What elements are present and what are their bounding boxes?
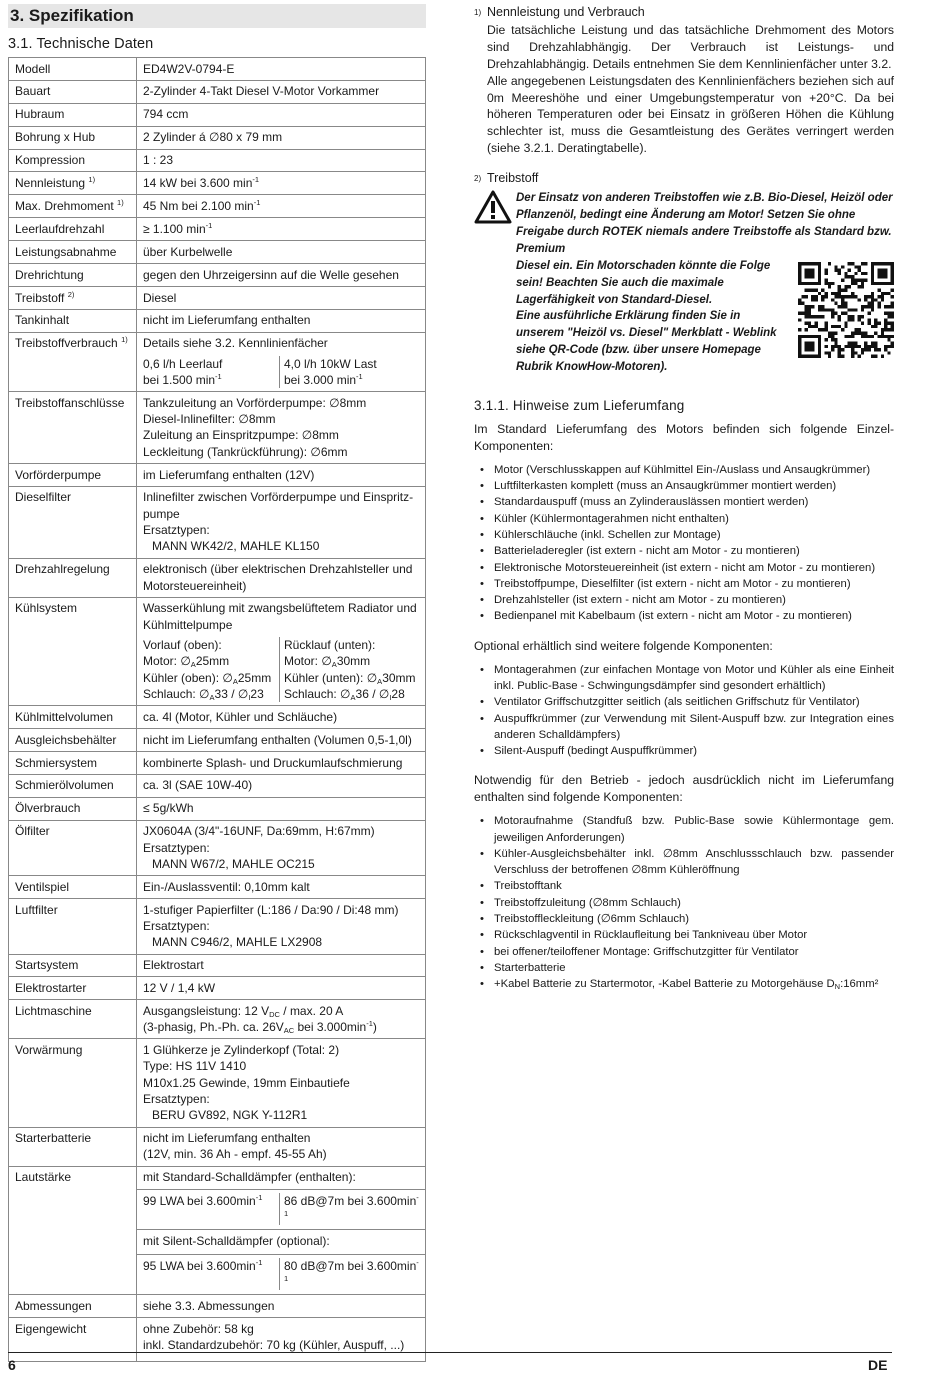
table-row: Tankinhalt nicht im Lieferumfang enthalten (9, 309, 426, 332)
optional-list (474, 662, 894, 760)
table-row: Kompression 1 : 23 (9, 149, 426, 172)
table-row: Drehrichtung gegen den Uhrzeigersinn auf die Welle gesehen (9, 264, 426, 287)
right-column: 1) Nennleistung und Verbrauch Die tatsächliche Leistung und das tatsächliche Drehmoment des Motors sind Drehzahlabhängig. Der Verbrauch ist Leistungs- und Drehzahlabhängig. Details entnehmen Sie dem Kennlinienfächer unter 3.2. Alle angegebenen Leistungsdaten des Kennlinienfächers beziehen sich auf 0m Meereshöhe und einer Umgebungstemperatur von +20°C. Da bei höheren Temperaturen oder bei Einsatz in größeren Höhen die Kühlung schlechter ist, muss die Gesamtleistung des Gerätes verringert werden (siehe 3.2.1. Deratingtabelle). 2) Treibstoff Der Einsatz von anderen Treibstoffen wie z.B. Bio-Diesel, Heizöl oder Pflanzenöl, bedingt eine Änderung am Motor! Setzen Sie ohne Freigabe durch ROTEK niemals andere Treibstoffe als Standard bzw. Premium Diesel ein. Ein Motorschaden könnte die Folge sein! Beachten Sie auch die maximale Lagerfähigkeit von Standard-Diesel. Eine ausführliche Erklärung finden Sie in unserem "Heizöl vs. Diesel" Merkblatt - Weblink siehe QR-Code (bzw. über unsere Homepage Rubrik KnowHow-Motoren). 3.1.1. Hinweise zum Lieferumfang Im Standard Lieferumfang des Motors befinden sich folgende Einzel-Komponenten: • Motor (Verschlusskappen auf Kühlmittel Ein-/Auslass und Ansaugkrümmer) • Luftfilterkasten komplett (muss an Ansaugkrümmer montiert werden) • Standardauspuff (muss an Zylinderauslässen montiert werden) • Kühler (Kühlermontagerahmen nicht enthalten) • Kühlerschläuche (inkl. Schellen zur Montage) • Batterieladeregler (ist extern - nicht am Motor - zu montieren) • Elektronische Motorsteuereinheit (ist extern - nicht am Motor - zu montieren) • Treibstoffpumpe, Dieselfilter (ist extern - nicht am Motor - zu montieren) • Drehzahlsteller (ist extern - nicht am Motor - zu montieren) • Bedienpanel mit Kabelbaum (ist extern - nicht am Motor - zu montieren) Optional erhältlich sind weitere folgende Komponenten: • Montagerahmen (zur einfachen Montage von Motor und Kühler als eine Einheit inkl. Public-Base - Schwingungsdämpfer sind gesondert erhältlich) • Ventilator Griffschutzgitter seitlich (als seitlichen Griffschutz für Ventilator) • Auspuffkrümmer (zur Verwendung mit Silent-Auspuff bzw. zur Integration eines anderen Schalldämpfers) • Silent-Auspuff (bedingt Auspuffkrümmer) Notwendig für den Betrieb - jedoch ausdrücklich nicht im Lieferumfang enthalten sind folgende Komponenten: • Motoraufnahme (Standfuß bzw. Public-Base sowie Kühlermontage gem. jeweiligen Anforderungen) • Kühler-Ausgleichsbehälter inkl. ∅8mm Anschlussschlauch bzw. passender Verschluss der betroffenen ∅8mm Kühleröffnung • Treibstofftank • Treibstoffzuleitung (∅8mm Schlauch) • Treibstoffleckleitung (∅6mm Schlauch) • Rückschlagventil in Rücklaufleitung bei Tankniveau über Motor • bei offener/teiloffener Montage: Griffschutzgitter für Ventilator • Starterbatterie • +Kabel Batterie zu Startermotor, -Kabel Batterie zu Motorgehäuse $D_N:16mm^2$ (474, 4, 894, 992)
list-item: • +Kabel Batterie zu Startermotor, -Kabel Batterie zu Motorgehäuse $D_N:16mm^2$ (474, 976, 894, 992)
list-item: • Auspuffkrümmer (zur Verwendung mit Silent-Auspuff bzw. zur Integration eines anderen Schalldämpfers) (474, 711, 894, 744)
table-row: Starterbatterie nicht im Lieferumfang enthalten (12V, min. 36 Ah - empf. 45-55 Ah) (9, 1127, 426, 1166)
subsection-heading: 3.1. Technische Daten (8, 36, 154, 52)
table-row: Treibstoff $^{2)}$ Diesel (9, 286, 426, 309)
table-row: Ventilspiel Ein-/Auslassventil: 0,10mm kalt (9, 876, 426, 899)
list-item: • Treibstoffpumpe, Dieselfilter (ist extern - nicht am Motor - zu montieren) (474, 576, 894, 592)
list-item: • Kühler-Ausgleichsbehälter inkl. ∅8mm Anschlussschlauch bzw. passender Verschluss der betroffenen ∅8mm Kühleröffnung (474, 846, 894, 879)
list-item: • Treibstofftank (474, 878, 894, 894)
table-row: Leerlaufdrehzahl ≥ 1.100 $\min^{-1}$ (9, 218, 426, 241)
footnote-1-title: Nennleistung und Verbrauch (487, 5, 645, 19)
list-item: • Motor (Verschlusskappen auf Kühlmittel Ein-/Auslass und Ansaugkrümmer) (474, 462, 894, 478)
table-row: Abmessungen siehe 3.3. Abmessungen (9, 1295, 426, 1318)
list-item: • Luftfilterkasten komplett (muss an Ansaugkrümmer montiert werden) (474, 478, 894, 494)
table-row: Ausgleichsbehälter nicht im Lieferumfang enthalten (Volumen 0,5-1,0l) (9, 729, 426, 752)
list-item: • Kühlerschläuche (inkl. Schellen zur Montage) (474, 527, 894, 543)
list-item: • Rückschlagventil in Rücklaufleitung bei Tankniveau über Motor (474, 927, 894, 943)
list-item: • Bedienpanel mit Kabelbaum (ist extern - nicht am Motor - zu montieren) (474, 608, 894, 624)
list-item: • Ventilator Griffschutzgitter seitlich (als seitlichen Griffschutz für Ventilator) (474, 694, 894, 710)
warning-box: Der Einsatz von anderen Treibstoffen wie z.B. Bio-Diesel, Heizöl oder Pflanzenöl, bedingt eine Änderung am Motor! Setzen Sie ohne Freigabe durch ROTEK niemals andere Treibstoffe als Standard bzw. Premium Diesel ein. Ein Motorschaden könnte die Folge sein! Beachten Sie auch die maximale Lagerfähigkeit von Standard-Diesel. Eine ausführliche Erklärung finden Sie in unserem "Heizöl vs. Diesel" Merkblatt - Weblink siehe QR-Code (bzw. über unsere Homepage Rubrik KnowHow-Motoren). (474, 190, 894, 376)
list-item: • Drehzahlsteller (ist extern - nicht am Motor - zu montieren) (474, 592, 894, 608)
table-row: Treibstoffanschlüsse Tankzuleitung an Vorförderpumpe: ∅8mm Diesel-Inlinefilter: ∅8mm Zuleitung an Einspritzpumpe: ∅8mm Leckleitung (Tankrückführung): ∅6mm (9, 392, 426, 464)
list-item: • Treibstoffzuleitung (∅8mm Schlauch) (474, 895, 894, 911)
table-row: Ölverbrauch ≤ 5g/kWh (9, 797, 426, 820)
table-row: Kühlsystem Wasserkühlung mit zwangsbelüftetem Radiator und Kühlmittelpumpe Vorlauf (oben): Motor: $\emptyset_A25mm$ Kühler (oben): $\emptyset_A25mm$ Schlauch: $\emptyset_A33$ / $\emptyset_I23$ Rücklauf (unten): Motor: $\emptyset_A30mm$ Kühler (unten): $\emptyset_A30mm$ Schlauch: $\emptyset_A36$ / $\emptyset_I28$ (9, 597, 426, 705)
left-column (8, 4, 426, 1362)
list-item: • Elektronische Motorsteuereinheit (ist extern - nicht am Motor - zu montieren) (474, 560, 894, 576)
table-row: Elektrostarter 12 V / 1,4 kW (9, 977, 426, 1000)
footnote-2-title: Treibstoff (487, 171, 539, 186)
table-row: Dieselfilter Inlinefilter zwischen Vorförderpumpe und Einspritz- pumpe Ersatztypen: MANN WK42/2, MAHLE KL150 (9, 486, 426, 558)
spec-table (8, 57, 426, 1362)
table-row: Drehzahlregelung elektronisch (über elektrischen Drehzahlsteller und Motorsteuereinheit) (9, 558, 426, 597)
footnote-1: 1) Nennleistung und Verbrauch Die tatsächliche Leistung und das tatsächliche Drehmoment des Motors sind Drehzahlabhängig. Der Verbrauch ist Leistungs- und Drehzahlabhängig. Details entnehmen Sie dem Kennlinienfächer unter 3.2. Alle angegebenen Leistungsdaten des Kennlinienfächers beziehen sich auf 0m Meereshöhe und einer Umgebungstemperatur von +20°C. Da bei höheren Temperaturen oder bei Einsatz in größeren Höhen die Kühlung schlechter ist, muss die Gesamtleistung des Gerätes verringert werden (siehe 3.2.1. Deratingtabelle). (474, 5, 894, 156)
table-row: Vorförderpumpe im Lieferumfang enthalten (12V) (9, 463, 426, 486)
table-row: Lichtmaschine Ausgangsleistung: 12 $V_{DC}$ / max. 20 A (3-phasig, Ph.-Ph. ca. $26V_{AC}$ bei $3.000\min^{-1}$) (9, 1000, 426, 1039)
table-row: Lautstärke mit Standard-Schalldämpfer (enthalten): 99 LWA bei $3.600\min^{-1}$ 86 dB@7m bei $3.600\min^{-1}$ mit Silent-Schalldämpfer (optional): 95 LWA bei $3.600\min^{-1}$ 80 dB@7m bei $3.600\min^{-1}$ (9, 1166, 426, 1294)
table-row: Ölfilter JX0604A (3/4"-16UNF, Da:69mm, H:67mm) Ersatztypen: MANN W67/2, MAHLE OC215 (9, 820, 426, 875)
table-row: Treibstoffverbrauch $^{1)}$ Details siehe 3.2. Kennlinienfächer 0,6 l/h Leerlauf bei 1.500 $\min^{-1}$ 4,0 l/h 10kW Last bei 3.000 $\min^{-1}$ (9, 332, 426, 391)
warning-icon (474, 190, 516, 376)
list-item: • Motoraufnahme (Standfuß bzw. Public-Base sowie Kühlermontage gem. jeweiligen Anforderungen) (474, 813, 894, 846)
table-row: Modell ED4W2V-0794-E (9, 58, 426, 81)
footnote-2: 2) Treibstoff Der Einsatz von anderen Treibstoffen wie z.B. Bio-Diesel, Heizöl oder Pflanzenöl, bedingt eine Änderung am Motor! Setzen Sie ohne Freigabe durch ROTEK niemals andere Treibstoffe als Standard bzw. Premium Diesel ein. Ein Motorschaden könnte die Folge sein! Beachten Sie auch die maximale Lagerfähigkeit von Standard-Diesel. Eine ausführliche Erklärung finden Sie in unserem "Heizöl vs. Diesel" Merkblatt - Weblink siehe QR-Code (bzw. über unsere Homepage Rubrik KnowHow-Motoren). (474, 170, 894, 376)
list-item: • Treibstoffleckleitung (∅6mm Schlauch) (474, 911, 894, 927)
section-heading: 3. Spezifikation (8, 4, 426, 28)
table-row: Luftfilter 1-stufiger Papierfilter (L:186 / Da:90 / Di:48 mm) Ersatztypen: MANN C946/2, MAHLE LX2908 (9, 899, 426, 954)
list-item: • Montagerahmen (zur einfachen Montage von Motor und Kühler als eine Einheit inkl. Public-Base - Schwingungsdämpfer sind gesondert erhältlich) (474, 662, 894, 695)
list-item: • Kühler (Kühlermontagerahmen nicht enthalten) (474, 511, 894, 527)
page-number: 6 (8, 1357, 16, 1373)
language-code: DE (868, 1357, 888, 1373)
table-row: Schmiersystem kombinerte Splash- und Druckumlaufschmierung (9, 751, 426, 774)
table-row: Nennleistung $^{1)}$ 14 kW bei 3.600 $\min^{-1}$ (9, 172, 426, 195)
standard-list (474, 462, 894, 625)
table-row: Startsystem Elektrostart (9, 954, 426, 977)
table-row: Schmierölvolumen ca. 3l (SAE 10W-40) (9, 774, 426, 797)
list-item: • Starterbatterie (474, 960, 894, 976)
footer-rule (8, 1352, 892, 1353)
section-heading-lieferumfang: 3.1.1. Hinweise zum Lieferumfang (474, 398, 685, 414)
table-row: Vorwärmung 1 Glühkerze je Zylinderkopf (Total: 2) Type: HS 11V 1410 M10x1.25 Gewinde, 19mm Einbautiefe Ersatztypen: BERU GV892, NGK Y-112R1 (9, 1039, 426, 1127)
table-row: Eigengewicht ohne Zubehör: 58 kg inkl. Standardzubehör: 70 kg (Kühler, Auspuff, ...) (9, 1318, 426, 1362)
table-row: Bohrung x Hub 2 Zylinder á ∅80 x 79 mm (9, 126, 426, 149)
required-list (474, 813, 894, 992)
list-item: • Standardauspuff (muss an Zylinderauslässen montiert werden) (474, 494, 894, 510)
list-item: • Silent-Auspuff (bedingt Auspuffkrümmer) (474, 743, 894, 759)
qr-code-icon[interactable] (798, 262, 894, 358)
table-row: Hubraum 794 ccm (9, 103, 426, 126)
table-row: Bauart 2-Zylinder 4-Takt Diesel V-Motor Vorkammer (9, 80, 426, 103)
table-row: Leistungsabnahme über Kurbelwelle (9, 241, 426, 264)
table-row: Kühlmittelvolumen ca. 4l (Motor, Kühler und Schläuche) (9, 706, 426, 729)
table-row: Max. Drehmoment $^{1)}$ 45 Nm bei 2.100 $\min^{-1}$ (9, 195, 426, 218)
list-item: • Batterieladeregler (ist extern - nicht am Motor - zu montieren) (474, 543, 894, 559)
list-item: • bei offener/teiloffener Montage: Griffschutzgitter für Ventilator (474, 944, 894, 960)
